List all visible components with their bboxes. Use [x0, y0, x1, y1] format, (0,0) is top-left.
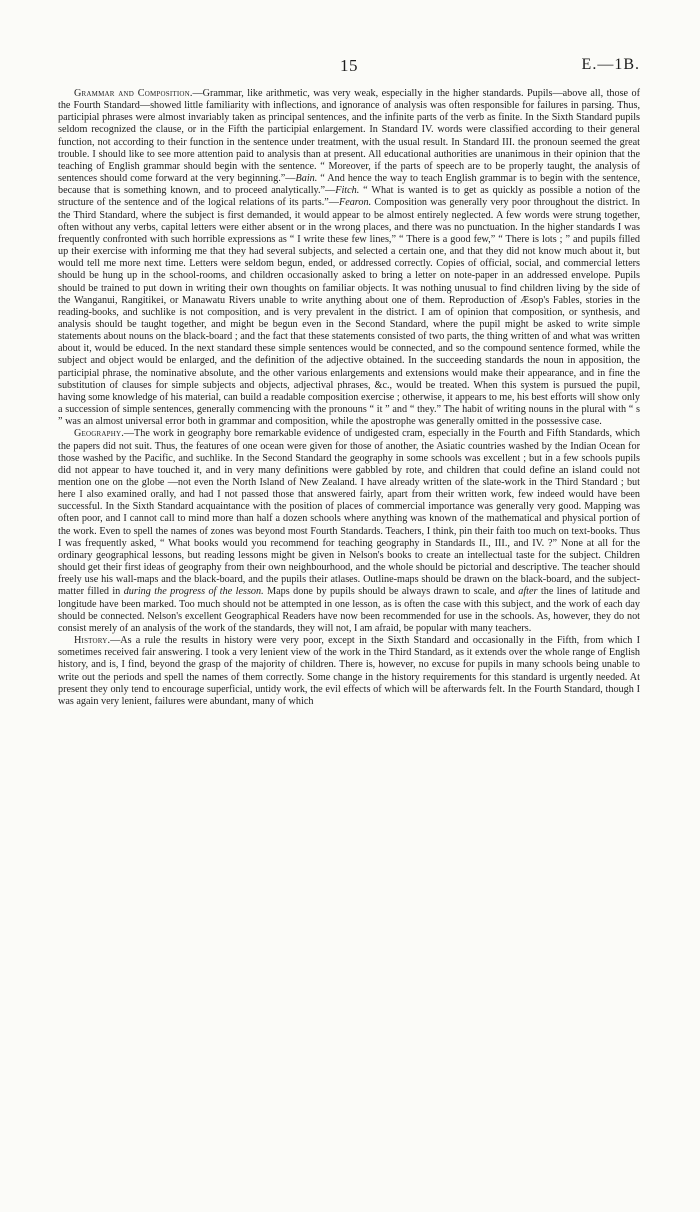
text-run: the lines of latitude and longitude have been marked. Too much should not be attempted in one lesson, as is often the case with this subject, and the work of each day should be connected. Nelson's excellent Geographical Readers have now been recommended for use in the schools. As, however, they do not consist merely of an analysis of the work of the standards, they will not, I am afraid, be popular with many teachers.: [58, 586, 641, 634]
document-reference: E.—1B.: [581, 56, 640, 73]
text-run: .—The work in geography bore remarkable evidence of undigested cram, especially in the Fourth and Fifth Standards, which the papers did not suit. Thus, the features of one ocean were given for those of another, the Asiatic countries washed by the Indian Ocean for those washed by the Pacific, and suchlike. In the Second Standard the geography in some schools was excellent ; but in a few schools pupils did not appear to have touched it, and in very many definitions were gabbled by rote, and children that could define an island could not mention one on the globe —not even the North Island of New Zealand. I have already written of the slate-work in the Third Standard ; but here I also examined orally, and had I not passed those that answered fairly, apart from their written work, few indeed would have been successful. In the Sixth Standard acquaintance with the position of places of commercial importance was generally very good. Mapping was often poor, and I cannot call to mind more than half a dozen schools where anything was known of the mathematical and physical portion of the work. Even to spell the names of zones was beyond most Fourth Standards. Teachers, I think, pin their faith too much on text-books. Thus I was frequently asked, “ What books would you recommend for teaching geography in Standards II., III., and IV. ?” None at all for the ordinary geographical lessons, but reading lessons might be given in Nelson's books to create an intellectual taste for the subject. Children should get their first ideas of geography from their own neighbourhood, and the whole should be pictorial and descriptive. The teacher should freely use his wall-maps and the black-board, and the pupils their atlases. Outline-maps should be drawn on the black-board, and the subject-matter filled in: [58, 428, 640, 598]
paragraph-text: [58, 428, 640, 634]
section-heading-geography: Geography: [74, 428, 122, 440]
italic-text: during the progress of the lesson.: [123, 586, 264, 598]
section-heading-history: History: [74, 635, 108, 647]
text-run: .—As a rule the results in history were very poor, except in the Sixth Standard and occasionally in the Fifth, from which I sometimes received fair answering. I took a very lenient view of the work in the Third Standard, as it extends over the whole range of English history, and is, I find, beyond the grasp of the majority of children. There is, however, no excuse for pupils in many schools being unable to write out the periods and spell the names of them correctly. Some change in the history requirements for this standard is urgently needed. At present they only tend to encourage superficial, untidy work, the evil effects of which will be afterwards felt. In the Fourth Standard, though I was again very lenient, failures were abundant, many of which: [58, 635, 640, 707]
text-run: Maps done by pupils should be always drawn to scale, and: [263, 586, 519, 598]
italic-text: after: [518, 586, 538, 598]
text-run: “ What is wanted is to get as quickly as possible a notion of the structure of the sentence and of the logical relations of its parts.”—: [58, 185, 640, 209]
italic-text: Fitch.: [335, 185, 360, 197]
paragraph-text: [58, 88, 640, 427]
paragraph-history: [58, 635, 640, 708]
section-heading-grammar: Grammar and Composition: [74, 88, 190, 99]
body-text: [58, 88, 640, 708]
paragraph-grammar-composition: [58, 88, 640, 428]
page-number: 15: [340, 56, 358, 75]
paragraph-text: [58, 635, 640, 707]
paragraph-geography: [58, 428, 640, 635]
page-header: [58, 56, 640, 80]
text-run: “ And hence the way to teach English grammar is to begin with the sentence, because that is something known, and to proceed analytically.”—: [58, 173, 640, 197]
text-run: .—Grammar, like arithmetic, was very weak, especially in the higher standards. Pupils—above all, those of the Fourth Standard—showed little familiarity with inflections, and ignorance of analysis was often responsible for failures in parsing. Thus, participial phrases were almost invariably taken as principal sentences, and the infinite parts of the verb as finite. In the Sixth Standard pupils seldom recognized the clause, or in the Fifth the participial enlargement. In Standard IV. words were classified according to their general function, not according to their function in the sentence under treatment, with the usual result. In Standard III. the pronoun seemed the great trouble. I should like to see more attention paid to analysis than at present. All educational authorities are unanimous in their opinion that the teaching of English grammar should begin with the sentence. “ Moreover, if the parts of speech are to be properly taught, the analysis of sentences should come forward at the very beginning.”—: [58, 88, 641, 185]
italic-text: Fearon.: [338, 197, 372, 209]
text-run: Composition was generally very poor throughout the district. In the Third Standard, where the subject is first demanded, it would appear to be almost entirely neglected. A few words were strung together, often without any verbs, capital letters were either absent or in the wrong places, and there was no punctuation. In the higher standards I was frequently confronted with such horrible expressions as “ I write these few lines,” “ There is a good few,” “ There is lots ; ” and pupils filled up their exercise with informing me that they had several subjects, and selected a certain one, and that they did not know much about it, but would tell me more next time. Letters were seldom begun, ended, or addressed correctly. Copies of official, social, and commercial letters should be hung up in the school-rooms, and children occasionally asked to bring a letter on note-paper in an addressed envelope. Pupils should be trained to put down in writing their own thoughts on familiar objects. It was nothing unusual to find children living by the side of the Wanganui, Rangitikei, or Manawatu Rivers unable to write anything about one of them. Reproduction of Æsop's Fables, stories in the reading-books, and suchlike is not composition, and is very prevalent in the district. I am of opinion that composition, or synthesis, and analysis should be taught together, and might be begun even in the Second Standard, where the pupil might be asked to write simple statements about nouns on the black-board ; and the fact that these statements consisted of two parts, the thing written of and what was written about it, would be educed. In the next standard these simple sentences would be connected, and so the compound sentence formed, while the subject and object would be enlarged, and the definition of the adjective obtained. In the succeeding standards the noun in apposition, the participial phrase, the nominative absolute, and the other various enlargements and extensions would make their appearance, and in fine the substitution of clauses for simple subjects and objects, adjectival phrases, &c., would be treated. When this system is pursued the pupil, having some knowledge of his material, can build a readable composition exercise ; otherwise, it appears to me, his best efforts will show only a succession of simple sentences, generally commencing with the pronouns “ it ” and “ they.” The habit of writing nouns in the plural with “ s ” was an almost universal error both in grammar and composition, while the apostrophe was generally omitted in the possessive case.: [58, 197, 640, 428]
italic-text: Bain.: [295, 173, 318, 185]
